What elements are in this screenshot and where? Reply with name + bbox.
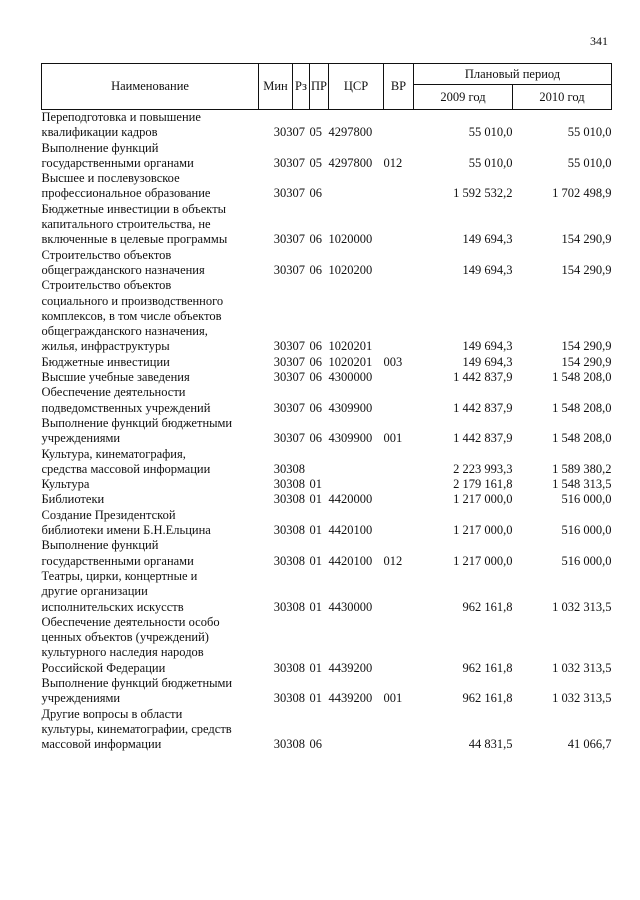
row-name-line: Культура [41,477,90,492]
row-name [42,171,259,202]
row-name-line: Строительство объектов [41,278,172,293]
row-value-2010: 1 032 313,5 [552,691,612,706]
header-year-2009: 2009 год [414,85,513,110]
row-value-2009: 55 010,0 [468,125,513,140]
row-value-2009: 149 694,3 [462,232,513,247]
row-name-line: учреждениями [41,431,121,446]
row-name-line: жилья, инфраструктуры [41,339,170,354]
row-name [42,355,259,370]
row-min-code: 303 [273,232,293,247]
row-name-line: Строительство объектов [41,247,172,262]
row-name-line: учреждениями [41,691,121,706]
row-rz-code: 07 [292,370,305,385]
table-row [42,538,612,569]
row-name-line: квалификации кадров [41,125,158,140]
row-vr-code [384,370,414,385]
row-csr-code [329,447,384,478]
row-value-2010: 1 548 208,0 [552,431,612,446]
row-name-line: Обеспечение деятельности [41,385,186,400]
row-name [42,110,259,141]
row-value-2009: 149 694,3 [462,354,513,369]
row-name-line: социального и производственного [41,293,224,308]
row-pr-code: 06 [309,400,322,415]
row-name-line: библиотеки имени Б.Н.Ельцина [41,523,211,538]
row-vr-code [384,447,414,478]
table-row [42,508,612,539]
header-min: Мин [259,64,293,110]
row-name [42,538,259,569]
row-min-code: 303 [273,660,293,675]
row-pr-code: 06 [309,186,322,201]
row-min-code: 303 [273,477,293,492]
row-value-2009: 55 010,0 [468,155,513,170]
row-value-2010: 41 066,7 [567,737,612,752]
row-vr-code: 001 [383,691,403,706]
row-value-2010: 1 548 208,0 [552,400,612,415]
row-csr-code [329,707,384,753]
row-min-code: 303 [273,186,293,201]
row-value-2009: 2 223 993,3 [453,461,513,476]
row-name-line: Обеспечение деятельности особо [41,614,220,629]
row-name-line: другие организации [41,584,148,599]
row-pr-code: 01 [309,553,322,568]
header-rz: Рз [293,64,310,110]
row-csr-code [329,477,384,492]
row-min-code: 303 [273,461,293,476]
page-number: 341 [590,34,608,48]
row-min-code: 303 [273,400,293,415]
row-name [42,370,259,385]
row-name-line: культурного наследия народов [41,645,204,660]
row-rz-code: 07 [292,186,305,201]
row-value-2009: 149 694,3 [462,339,513,354]
row-vr-code [384,202,414,248]
row-csr-code: 4420100 [328,523,373,538]
row-name-line: Бюджетные инвестиции [41,354,170,369]
row-pr-code: 05 [309,125,322,140]
row-min-code: 303 [273,262,293,277]
row-rz-code: 08 [292,492,305,507]
row-min-code: 303 [273,691,293,706]
table-row [42,385,612,416]
row-name-line: Выполнение функций [41,140,159,155]
row-name [42,141,259,172]
row-pr-code: 06 [309,431,322,446]
row-value-2010: 154 290,9 [561,232,612,247]
row-name-line: Бюджетные инвестиции в объекты [41,201,227,216]
row-value-2009: 962 161,8 [462,691,513,706]
table-row [42,278,612,354]
row-value-2010: 1 032 313,5 [552,599,612,614]
row-value-2010: 516 000,0 [561,553,612,568]
row-rz-code: 08 [292,523,305,538]
row-min-code: 303 [273,523,293,538]
row-rz-code: 07 [292,232,305,247]
row-vr-code [384,569,414,615]
row-pr-code: 06 [309,370,322,385]
row-csr-code: 4420000 [328,492,373,507]
row-csr-code: 4420100 [328,553,373,568]
row-csr-code: 1020201 [328,354,373,369]
row-value-2009: 1 442 837,9 [453,400,513,415]
table-header [42,64,612,110]
header-planned-period: Плановый период [414,64,612,85]
table-row [42,141,612,172]
row-name-line: Переподготовка и повышение [41,110,201,124]
row-value-2010: 154 290,9 [561,262,612,277]
row-csr-code: 4439200 [328,660,373,675]
row-name-line: ценных объектов (учреждений) [41,630,209,645]
row-rz-code: 07 [292,262,305,277]
row-rz-code: 08 [292,660,305,675]
row-name [42,508,259,539]
table-row [42,615,612,676]
row-pr-code: 01 [309,691,322,706]
row-min-code: 303 [273,370,293,385]
row-vr-code [384,171,414,202]
row-vr-code: 012 [383,155,403,170]
table-row [42,248,612,279]
table-row [42,110,612,141]
row-name [42,615,259,676]
row-vr-code [384,615,414,676]
row-min-code: 303 [273,737,293,752]
row-name [42,569,259,615]
row-vr-code [384,508,414,539]
row-name-line: Другие вопросы в области [41,706,183,721]
row-name [42,676,259,707]
row-csr-code: 4309900 [328,431,373,446]
row-name-line: Театры, цирки, концертные и [41,568,198,583]
row-name [42,385,259,416]
table-row [42,171,612,202]
table-row [42,447,612,478]
row-name-line: профессиональное образование [41,186,211,201]
budget-table [41,63,612,752]
row-pr-code [310,447,329,478]
row-name [42,202,259,248]
row-name-line: Создание Президентской [41,507,176,522]
table-row [42,477,612,492]
row-name-line: Российской Федерации [41,660,166,675]
row-vr-code: 003 [383,354,403,369]
row-value-2009: 1 442 837,9 [453,370,513,385]
row-min-code: 303 [273,339,293,354]
row-name-line: общегражданского назначения [41,262,205,277]
row-name-line: Культура, кинематография, [41,446,186,461]
row-min-code: 303 [273,599,293,614]
row-csr-code: 1020201 [328,339,373,354]
row-name-line: Библиотеки [41,492,105,507]
row-pr-code: 05 [309,155,322,170]
row-name-line: Выполнение функций [41,538,159,553]
table-body [42,110,612,753]
row-value-2009: 1 217 000,0 [453,492,513,507]
row-value-2010: 1 032 313,5 [552,660,612,675]
row-vr-code [384,248,414,279]
row-rz-code: 08 [292,599,305,614]
row-value-2009: 1 217 000,0 [453,553,513,568]
row-value-2010: 1 548 208,0 [552,370,612,385]
row-value-2009: 2 179 161,8 [453,477,513,492]
table-row [42,370,612,385]
row-rz-code: 08 [292,737,305,752]
table-row [42,416,612,447]
row-value-2010: 154 290,9 [561,354,612,369]
row-rz-code: 07 [292,155,305,170]
row-value-2010: 1 589 380,2 [552,461,612,476]
row-name [42,416,259,447]
header-csr: ЦСР [329,64,384,110]
row-vr-code [384,707,414,753]
row-pr-code: 01 [309,599,322,614]
row-vr-code [384,278,414,354]
row-value-2010: 516 000,0 [561,523,612,538]
row-csr-code: 4309900 [328,400,373,415]
row-vr-code [384,385,414,416]
row-value-2010: 154 290,9 [561,339,612,354]
row-csr-code: 4297800 [328,155,373,170]
row-csr-code [329,171,384,202]
row-name-line: включенные в целевые программы [41,232,228,247]
row-csr-code: 4300000 [328,370,373,385]
row-name-line: подведомственных учреждений [41,400,211,415]
row-name [42,248,259,279]
row-name [42,707,259,753]
row-rz-code: 08 [292,553,305,568]
row-min-code: 303 [273,431,293,446]
row-min-code: 303 [273,492,293,507]
row-csr-code: 1020000 [328,232,373,247]
table-row [42,492,612,507]
table-row [42,355,612,370]
row-name-line: Выполнение функций бюджетными [41,415,233,430]
row-min-code: 303 [273,553,293,568]
row-value-2010: 55 010,0 [567,125,612,140]
row-value-2010: 1 548 313,5 [552,477,612,492]
row-vr-code [384,477,414,492]
row-csr-code: 4430000 [328,599,373,614]
row-name-line: капитального строительства, не [41,217,211,232]
row-vr-code: 001 [383,431,403,446]
row-pr-code: 01 [309,523,322,538]
row-pr-code: 01 [309,492,322,507]
header-year-2010: 2010 год [513,85,612,110]
row-rz-code: 07 [292,354,305,369]
row-pr-code: 06 [309,354,322,369]
table-row [42,202,612,248]
row-vr-code: 012 [383,553,403,568]
row-name-line: общегражданского назначения, [41,324,208,339]
row-min-code: 303 [273,354,293,369]
table-row [42,569,612,615]
row-csr-code: 1020200 [328,262,373,277]
row-name-line: массовой информации [41,737,162,752]
row-name-line: культуры, кинематографии, средств [41,721,232,736]
row-value-2009: 44 831,5 [468,737,513,752]
row-value-2009: 1 442 837,9 [453,431,513,446]
header-vr: ВР [384,64,414,110]
row-csr-code: 4297800 [328,125,373,140]
header-pr: ПР [310,64,329,110]
row-value-2009: 149 694,3 [462,262,513,277]
row-rz-code: 07 [292,339,305,354]
row-vr-code [384,492,414,507]
row-pr-code: 01 [309,660,322,675]
row-value-2010: 55 010,0 [567,155,612,170]
row-pr-code: 06 [309,339,322,354]
table-row [42,676,612,707]
row-value-2010: 516 000,0 [561,492,612,507]
row-name [42,278,259,354]
row-name-line: Выполнение функций бюджетными [41,675,233,690]
row-pr-code: 06 [309,232,322,247]
row-name-line: средства массовой информации [41,461,211,476]
row-name [42,477,259,492]
row-name-line: исполнительских искусств [41,599,184,614]
row-pr-code: 06 [309,737,322,752]
row-value-2009: 1 592 532,2 [453,186,513,201]
row-pr-code: 06 [309,262,322,277]
row-rz-code: 07 [292,125,305,140]
table-row [42,707,612,753]
row-name-line: Высшее и послевузовское [41,171,180,186]
row-name-line: Высшие учебные заведения [41,370,190,385]
row-rz-code: 08 [292,691,305,706]
row-rz-code: 08 [292,477,305,492]
row-min-code: 303 [273,155,293,170]
row-rz-code: 07 [292,431,305,446]
row-value-2009: 962 161,8 [462,599,513,614]
row-name-line: государственными органами [41,553,194,568]
row-name-line: комплексов, в том числе объектов [41,308,222,323]
row-value-2009: 1 217 000,0 [453,523,513,538]
row-value-2010: 1 702 498,9 [552,186,612,201]
row-name [42,492,259,507]
row-name-line: государственными органами [41,155,194,170]
row-pr-code: 01 [309,477,322,492]
row-name [42,447,259,478]
header-name: Наименование [42,64,259,110]
row-csr-code: 4439200 [328,691,373,706]
row-value-2009: 962 161,8 [462,660,513,675]
row-rz-code: 08 [292,461,305,476]
row-min-code: 303 [273,125,293,140]
row-vr-code [384,110,414,141]
row-rz-code: 07 [292,400,305,415]
